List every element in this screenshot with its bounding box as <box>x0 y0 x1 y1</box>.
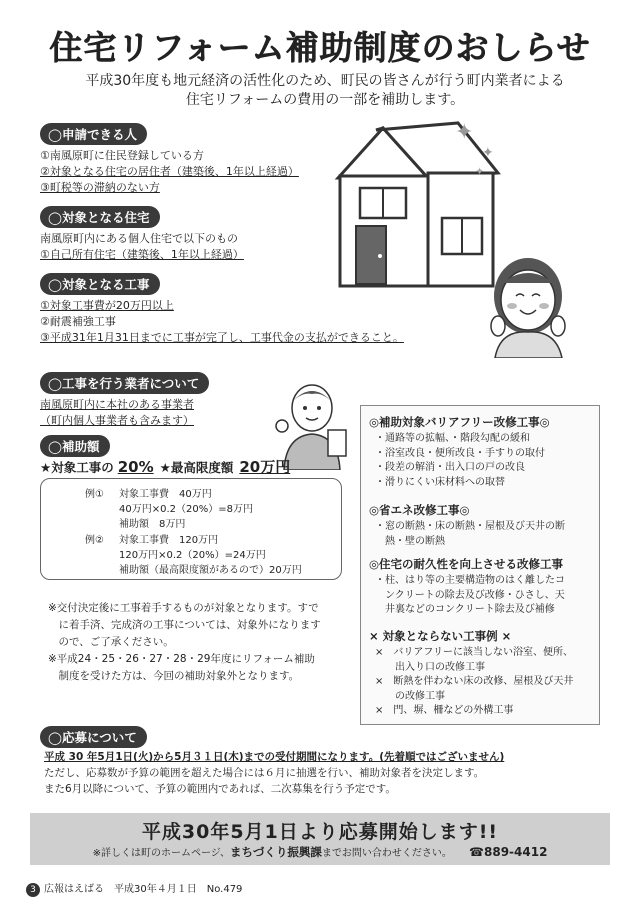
section-heading-amount: ◯補助額 <box>40 435 110 457</box>
example-1-body <box>119 487 253 532</box>
section-amount <box>40 435 110 457</box>
section-heading-application: ◯応募について <box>40 726 147 748</box>
works-item: ①対象工事費が20万円以上 <box>40 299 174 312</box>
barrier-free-item: ・滑りにくい床材料への取替 <box>375 476 505 488</box>
housing-item: 南風原町内にある個人住宅で以下のもの <box>40 232 238 245</box>
example-row: 補助額 8万円 <box>119 519 186 530</box>
example-row: 40万円×0.2（20%）=8万円 <box>119 504 253 515</box>
excluded-item: 出入り口の改修工事 <box>375 661 485 673</box>
application-line: 平成 30 年5月1日(火)から5月３１日(木)までの受付期間になります。(先着順ではございません) <box>44 751 505 763</box>
section-housing <box>40 206 244 263</box>
durability-item: 井裏などのコンクリート除去及び補修 <box>375 604 555 615</box>
banner-phone: ☎889-4412 <box>469 845 548 859</box>
banner-sub-suffix: までお問い合わせください。 <box>321 848 452 859</box>
contractor-item: （町内個人事業者も含みます） <box>40 414 194 427</box>
lead-line-2: 住宅リフォームの費用の一部を補助します。 <box>185 92 465 108</box>
section-applicant <box>40 123 299 196</box>
barrier-free-item: ・段差の解消・出入口の戸の改良 <box>375 462 525 473</box>
amount-max: 20万円 <box>239 458 291 476</box>
amount-mid: ★最高限度額 <box>159 460 234 475</box>
section-contractor <box>40 372 209 429</box>
footer-text: 広報はえばる 平成30年４月１日 No.479 <box>44 884 243 895</box>
energy-item: ・窓の断熱・床の断熱・屋根及び天井の断 <box>375 521 565 532</box>
start-banner <box>30 813 610 865</box>
section-heading-works: ◯対象となる工事 <box>40 273 160 295</box>
excluded-item: × 断熱を伴わない床の改修、屋根及び天井 <box>375 676 574 687</box>
section-heading-applicant: ◯申請できる人 <box>40 123 147 145</box>
note-line: ※平成24・25・26・27・28・29年度にリフォーム補助 <box>48 653 315 665</box>
works-item: ③平成31年1月31日までに工事が完了し、工事代金の支払ができること。 <box>40 331 404 344</box>
applicant-item: ①南風原町に住民登録している方 <box>40 149 204 162</box>
lead-line-1: 平成30年度も地元経済の活性化のため、町民の皆さんが行う町内業者による <box>85 73 565 89</box>
example-2-body <box>119 533 302 578</box>
section-heading-contractor: ◯工事を行う業者について <box>40 372 209 394</box>
page-footer <box>26 880 242 897</box>
applicant-item: ②対象となる住宅の居住者（建築後、1年以上経過） <box>40 165 299 178</box>
example-row: 対象工事費 40万円 <box>119 489 212 500</box>
amount-rate: 20% <box>117 458 154 476</box>
application-line: また6月以降について、予算の範囲内であれば、二次募集を行う予定です。 <box>44 783 396 795</box>
barrier-free-group <box>369 414 550 490</box>
amount-summary <box>40 456 290 477</box>
note-line: 制度を受けた方は、今回の補助対象外となります。 <box>48 670 300 682</box>
excluded-group <box>369 628 573 719</box>
excluded-item: × バリアフリーに該当しない浴室、便所、 <box>375 647 573 658</box>
page-title: 住宅リフォーム補助制度のおしらせ <box>49 28 591 67</box>
sparkle-icon: ✦ <box>455 120 474 145</box>
work-examples-box <box>360 405 600 725</box>
notes <box>48 600 321 685</box>
durability-group <box>369 556 565 618</box>
excluded-item: × 門、塀、柵などの外構工事 <box>375 705 514 716</box>
durability-heading: ◎住宅の耐久性を向上させる改修工事 <box>369 557 564 571</box>
example-row: 120万円×0.2（20%）=24万円 <box>119 550 266 561</box>
note-line: ※交付決定後に工事着手するものが対象となります。すで <box>48 602 319 614</box>
note-line: ので、ご了承ください。 <box>48 636 174 648</box>
banner-sub-prefix: ※詳しくは町のホームページ、 <box>92 848 230 859</box>
energy-group <box>369 502 565 549</box>
application-line: ただし、応募数が予算の範囲を超えた場合には６月に抽選を行い、補助対象者を決定します。 <box>44 767 485 779</box>
works-item: ②耐震補強工事 <box>40 315 116 328</box>
housing-item: ①自己所有住宅（建築後、1年以上経過） <box>40 248 244 261</box>
barrier-free-item: ・通路等の拡幅、・階段勾配の緩和 <box>375 433 530 444</box>
page-number: 3 <box>26 883 40 897</box>
energy-heading: ◎省エネ改修工事◎ <box>369 503 470 517</box>
banner-sub-text <box>30 844 610 860</box>
section-heading-housing: ◯対象となる住宅 <box>40 206 160 228</box>
applicant-item: ③町税等の滞納のない方 <box>40 181 160 194</box>
durability-item: ンクリートの除去及び改修・ひさし、天 <box>375 589 565 601</box>
barrier-free-heading: ◎補助対象バリアフリー改修工事◎ <box>369 415 550 429</box>
banner-dept: まちづくり振興課 <box>229 845 322 859</box>
example-1-label: 例① <box>85 489 104 500</box>
excluded-heading: × 対象とならない工事例 × <box>369 629 512 643</box>
energy-item: 熱・壁の断熱 <box>375 535 445 547</box>
banner-main-text: 平成30年5月1日より応募開始します!! <box>141 821 499 843</box>
application-text <box>44 749 504 797</box>
note-line: に着手済、完成済の工事については、対象外になります <box>48 619 321 631</box>
amount-prefix: ★対象工事の <box>40 460 114 475</box>
sparkle-icon: ✦ <box>475 165 485 178</box>
example-row: 対象工事費 120万円 <box>119 535 219 546</box>
contractor-item: 南風原町内に本社のある事業者 <box>40 398 194 411</box>
example-row: 補助額（最高限度額があるので）20万円 <box>119 565 302 576</box>
lead-text <box>40 72 610 110</box>
section-application <box>40 726 147 748</box>
excluded-item: の改修工事 <box>375 690 445 702</box>
sparkle-icon: ✦ <box>482 145 494 161</box>
durability-item: ・柱、はり等の主要構造物のはく離したコ <box>375 575 565 586</box>
woman-illustration <box>480 248 580 358</box>
example-2-label: 例② <box>85 535 104 546</box>
examples-box <box>40 478 342 580</box>
barrier-free-item: ・浴室改良・便所改良・手すりの取付 <box>375 447 545 459</box>
